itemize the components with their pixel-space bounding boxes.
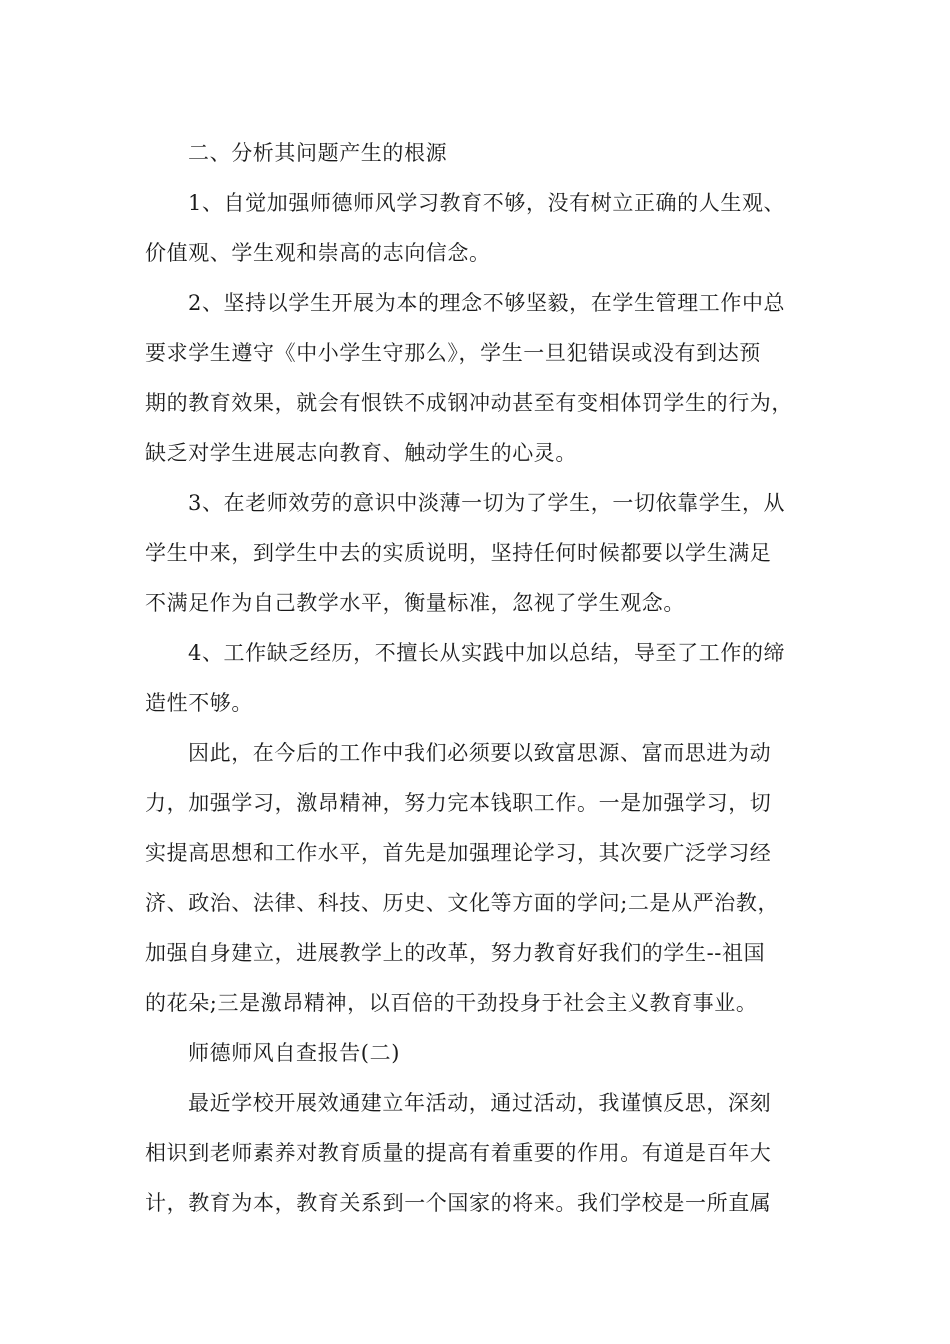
- report-title: 师德师风自查报告(二): [188, 1041, 400, 1065]
- paragraph-line: 不满足作为自己教学水平，衡量标准，忽视了学生观念。: [145, 591, 685, 615]
- paragraph-line: 计，教育为本，教育关系到一个国家的将来。我们学校是一所直属: [145, 1191, 772, 1215]
- paragraph-line: 实提高思想和工作水平，首先是加强理论学习，其次要广泛学习经: [145, 841, 772, 865]
- paragraph-line: 价值观、学生观和崇高的志向信念。: [145, 241, 491, 265]
- paragraph-line: 缺乏对学生进展志向教育、触动学生的心灵。: [145, 441, 577, 465]
- paragraph-line: 4、工作缺乏经历，不擅长从实践中加以总结，导至了工作的缔: [188, 641, 786, 665]
- paragraph-line: 学生中来，到学生中去的实质说明，坚持任何时候都要以学生满足: [145, 541, 772, 565]
- paragraph-line: 加强自身建立，进展教学上的改革，努力教育好我们的学生--祖国: [145, 941, 766, 965]
- paragraph-line: 因此，在今后的工作中我们必须要以致富思源、富而思进为动: [188, 741, 772, 765]
- paragraph-line: 力，加强学习，激昂精神，努力完本钱职工作。一是加强学习，切: [145, 791, 772, 815]
- paragraph-line: 相识到老师素养对教育质量的提高有着重要的作用。有道是百年大: [145, 1141, 772, 1165]
- paragraph-line: 要求学生遵守《中小学生守那么》，学生一旦犯错误或没有到达预: [145, 341, 761, 365]
- paragraph-line: 的花朵;三是激昂精神，以百倍的干劲投身于社会主义教育事业。: [145, 991, 758, 1015]
- paragraph-line: 造性不够。: [145, 691, 253, 715]
- paragraph-line: 2、坚持以学生开展为本的理念不够坚毅，在学生管理工作中总: [188, 291, 786, 315]
- section-heading: 二、分析其问题产生的根源: [188, 141, 448, 165]
- document-page: [145, 128, 817, 1228]
- paragraph-line: 1、自觉加强师德师风学习教育不够，没有树立正确的人生观、: [188, 191, 786, 215]
- paragraph-line: 最近学校开展效通建立年活动，通过活动，我谨慎反思，深刻: [188, 1091, 772, 1115]
- paragraph-line: 3、在老师效劳的意识中淡薄一切为了学生，一切依靠学生，从: [188, 491, 786, 515]
- paragraph-line: 期的教育效果，就会有恨铁不成钢冲动甚至有变相体罚学生的行为，: [145, 391, 793, 415]
- paragraph-line: 济、政治、法律、科技、历史、文化等方面的学问;二是从严治教，: [145, 891, 780, 915]
